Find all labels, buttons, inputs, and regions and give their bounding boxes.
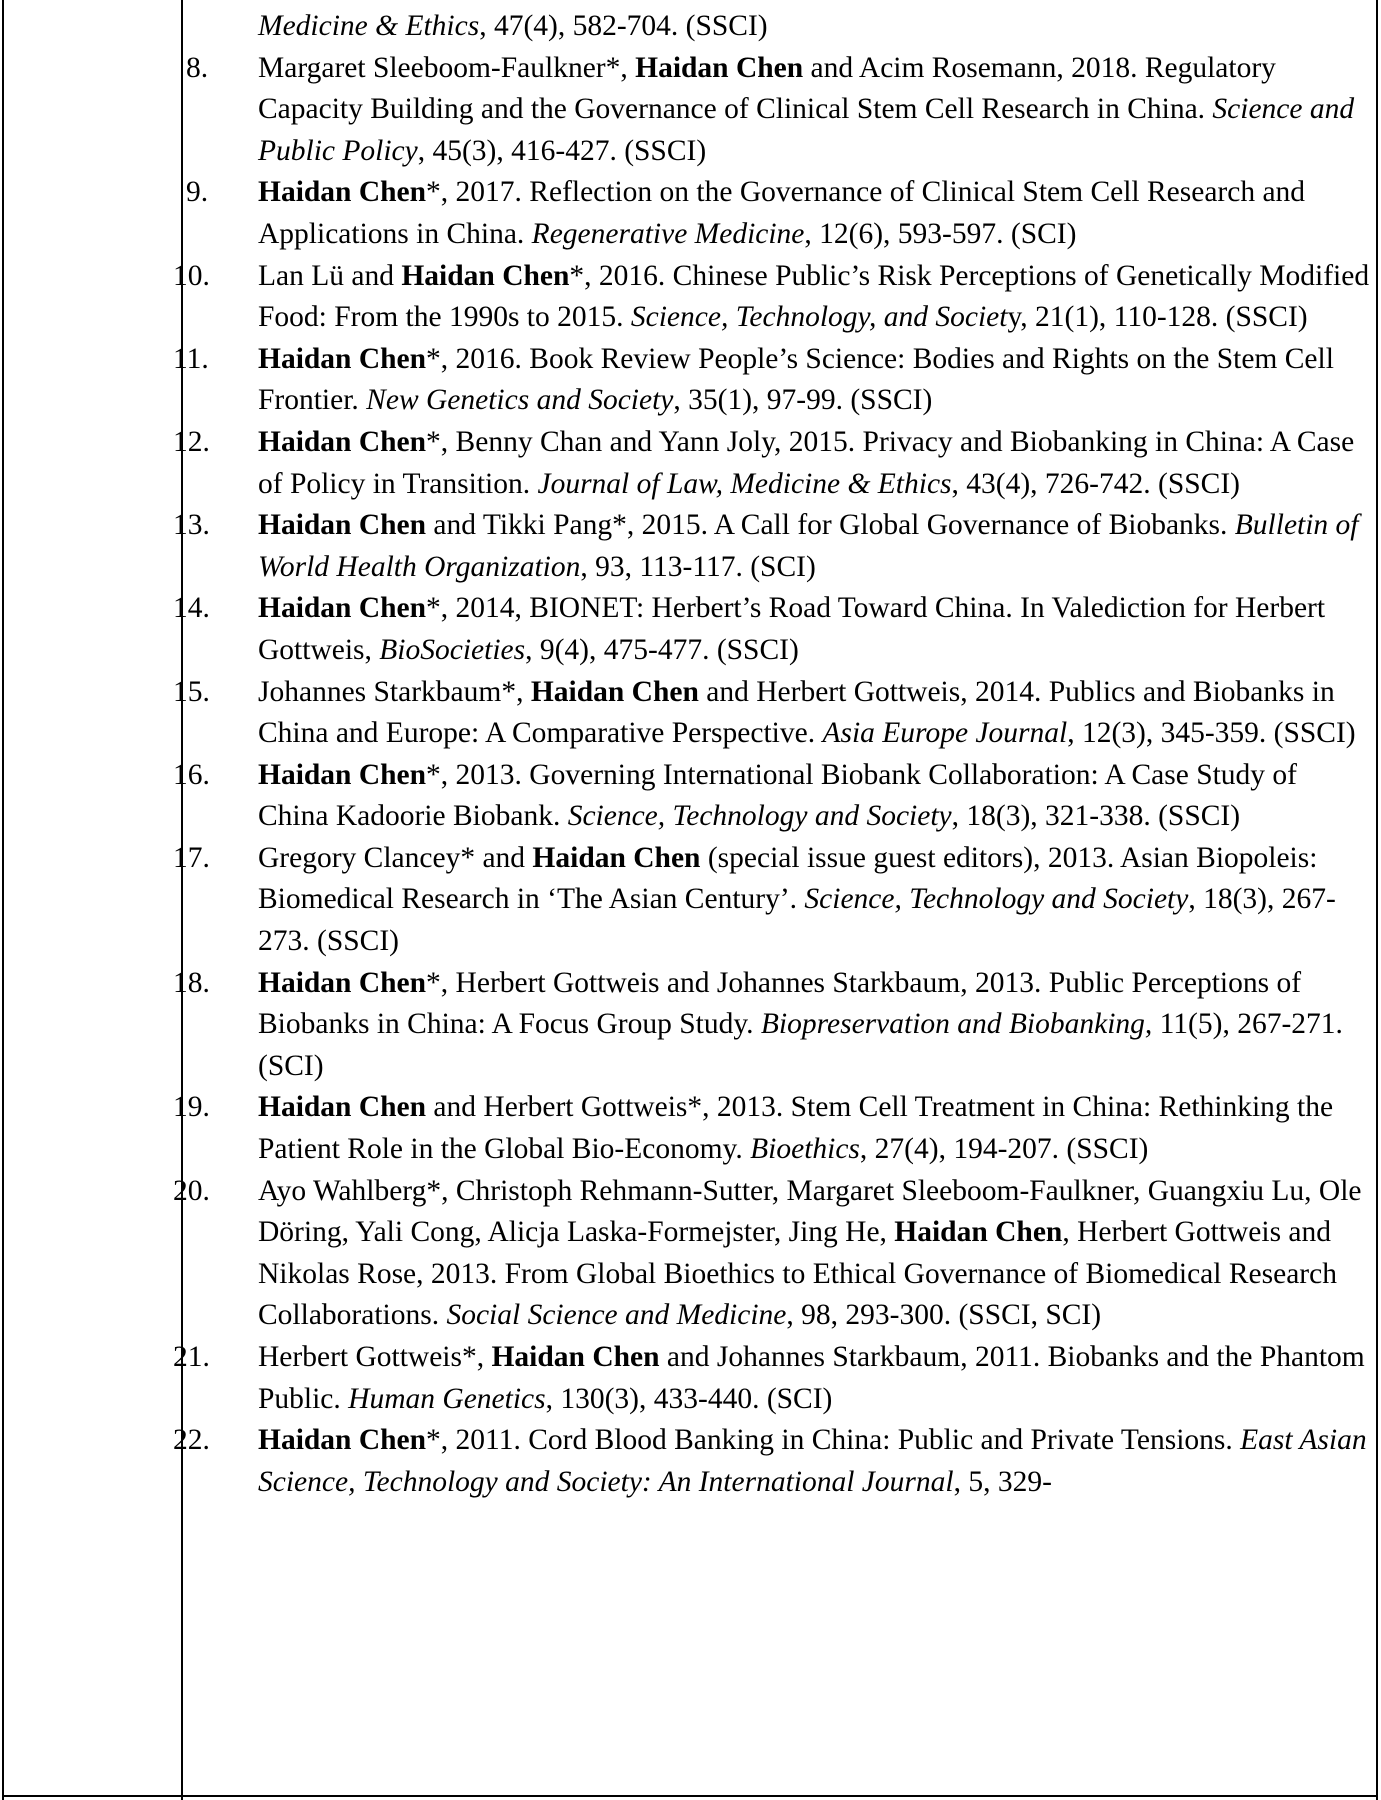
entry-citation	[258, 6, 1372, 48]
citation-text: and Acim Rosemann, 2018. Regulatory Capacity Building and the Governance of Clinical Stem Cell Research in China.	[258, 51, 1276, 126]
entry-number: 14.	[173, 592, 210, 625]
entry-number: 18.	[173, 966, 210, 999]
author-highlight: Haidan Chen	[532, 841, 701, 874]
entry-citation	[258, 672, 1372, 755]
entry-number: 10.	[173, 259, 210, 292]
author-highlight: Haidan Chen	[258, 509, 427, 542]
journal-title: Asia Europe Journal	[822, 717, 1068, 750]
publication-list	[173, 6, 1372, 1503]
citation-text: , 98, 293-300. (SSCI, SCI)	[786, 1299, 1102, 1332]
author-highlight: Haidan Chen	[491, 1341, 660, 1373]
citation-text: Gregory Clancey* and	[258, 841, 533, 874]
entry-number: 15.	[173, 675, 210, 708]
citation-text: and Herbert Gottweis, 2014. Publics and Biobanks in China and Europe: A Comparative Perspective.	[258, 675, 1335, 750]
citation-text: *, 2017. Reflection on the Governance of Clinical Stem Cell Research and Applications in China.	[258, 176, 1306, 250]
citation-text: *, 2016. Book Review People’s Science: Bodies and Rights on the Stem Cell Frontier.	[258, 342, 1334, 417]
publication-entry	[196, 6, 1372, 48]
journal-title: Bioethics	[750, 1133, 860, 1166]
citation-text: , 18(3), 321-338. (SSCI)	[951, 800, 1241, 833]
publication-entry	[173, 1420, 1372, 1503]
entry-number: 20.	[173, 1174, 210, 1207]
journal-title: New Genetics and Society	[366, 384, 674, 417]
citation-text: and Johannes Starkbaum, 2011. Biobanks and the Phantom Public.	[258, 1341, 1365, 1415]
publication-entry	[173, 588, 1372, 671]
journal-title: Science, Technology, and Societ	[630, 301, 1008, 334]
author-highlight: Haidan Chen	[258, 425, 427, 458]
citation-text: *, 2014, BIONET: Herbert’s Road Toward China. In Valediction for Herbert Gottweis,	[258, 592, 1326, 666]
author-highlight: Haidan Chen	[635, 51, 804, 84]
citation-text: *, Herbert Gottweis and Johannes Starkbaum, 2013. Public Perceptions of Biobanks in China: A Focus Group Study.	[258, 966, 1302, 1041]
author-highlight: Haidan Chen	[401, 259, 570, 292]
citation-text: , 9(4), 475-477. (SSCI)	[525, 633, 799, 666]
author-highlight: Haidan Chen	[530, 675, 699, 708]
citation-text: , 27(4), 194-207. (SSCI)	[859, 1133, 1149, 1166]
publication-entry	[186, 48, 1372, 173]
author-highlight: Haidan Chen	[258, 176, 427, 209]
entry-number: 21.	[173, 1341, 210, 1373]
journal-title: East Asian Science, Technology and Society: An International Journal	[258, 1424, 1367, 1498]
entry-citation	[258, 963, 1372, 1088]
publication-entry	[173, 1087, 1372, 1170]
entry-number: 13.	[173, 509, 210, 542]
journal-title: Human Genetics	[348, 1382, 546, 1415]
entry-citation	[258, 256, 1372, 339]
entry-citation	[258, 1171, 1372, 1337]
entry-citation	[258, 1420, 1372, 1503]
citation-text: 11(5), 267-271. (SCI)	[258, 1008, 1343, 1082]
journal-title: Journal of Law, Medicine & Ethics	[537, 467, 952, 500]
citation-text: , Herbert Gottweis and Nikolas Rose, 2013. From Global Bioethics to Ethical Governance of Biomedical Research Collaborations.	[258, 1216, 1337, 1332]
entry-number: 16.	[173, 758, 210, 791]
author-highlight: Haidan Chen	[258, 758, 427, 791]
publication-entry	[173, 838, 1372, 963]
entry-number: 22.	[173, 1424, 210, 1457]
journal-title: Bulletin of World Health Organization	[258, 509, 1359, 583]
citation-text: y, 21(1), 110-128. (SSCI)	[1007, 301, 1308, 334]
entry-number: 19.	[173, 1091, 210, 1124]
journal-title: BioSocieties	[379, 633, 526, 666]
author-highlight: Haidan Chen	[258, 966, 427, 999]
publication-entry	[173, 1337, 1372, 1420]
citation-text: , 5, 329-	[953, 1465, 1052, 1498]
entry-number: 9.	[186, 176, 209, 209]
citation-text: Herbert Gottweis*,	[258, 1341, 492, 1373]
entry-number: 11.	[173, 342, 209, 375]
journal-title: Science, Technology and Society	[567, 800, 952, 833]
citation-text: , 47(4), 582-704. (SSCI)	[479, 10, 768, 42]
publication-entry	[173, 963, 1372, 1088]
citation-text: , 12(6), 593-597. (SCI)	[804, 217, 1077, 250]
entry-citation	[258, 505, 1372, 588]
author-highlight: Haidan Chen	[258, 1091, 427, 1124]
publication-entry	[173, 755, 1372, 838]
citation-text: and Herbert Gottweis*, 2013. Stem Cell Treatment in China: Rethinking the Patient Role in the Global Bio-Economy.	[258, 1091, 1334, 1166]
journal-title: Science, Technology and Society	[804, 883, 1189, 916]
entry-citation	[258, 838, 1372, 963]
entry-number: 12.	[173, 425, 210, 458]
citation-text: and Tikki Pang*, 2015. A Call for Global Governance of Biobanks.	[426, 509, 1235, 542]
citation-text: Johannes Starkbaum*,	[258, 675, 531, 708]
publication-entry	[173, 505, 1372, 588]
citation-text: *, Benny Chan and Yann Joly, 2015. Privacy and Biobanking in China: A Case of Policy in Transition.	[258, 425, 1355, 500]
entry-citation	[258, 422, 1372, 505]
citation-text: , 93, 113-117. (SCI)	[580, 550, 816, 583]
entry-citation	[258, 1337, 1372, 1420]
citation-text: Ayo Wahlberg*, Christoph Rehmann-Sutter, Margaret Sleeboom-Faulkner, Guangxiu Lu, Ole Döring, Yali Cong, Alicja Laska-Formejster, Jing He,	[258, 1174, 1362, 1249]
journal-title: Social Science and Medicine	[446, 1299, 787, 1332]
author-highlight: Haidan Chen	[258, 1424, 427, 1457]
table-border-left	[2, 0, 4, 1800]
publication-entry	[173, 422, 1372, 505]
citation-text: *, 2016. Chinese Public’s Risk Perceptions of Genetically Modified Food: From the 1990s to 2015.	[258, 259, 1370, 334]
entry-citation	[258, 339, 1372, 422]
entry-citation	[258, 1087, 1372, 1170]
author-highlight: Haidan Chen	[258, 592, 427, 625]
entry-citation	[258, 172, 1372, 255]
table-border-bottom	[2, 1795, 1378, 1797]
citation-text: *, 2011. Cord Blood Banking in China: Public and Private Tensions.	[426, 1424, 1241, 1457]
publication-entry	[186, 172, 1372, 255]
journal-title: Regenerative Medicine	[531, 217, 805, 250]
journal-title: Science and Public Policy	[258, 93, 1355, 167]
entry-citation	[258, 588, 1372, 671]
citation-text: *, 2013. Governing International Biobank Collaboration: A Case Study of China Kadoorie Biobank.	[258, 758, 1298, 833]
journal-title: Medicine & Ethics	[258, 10, 480, 42]
citation-text: , 35(1), 97-99. (SSCI)	[673, 384, 933, 417]
citation-text: , 130(3), 433-440. (SCI)	[545, 1382, 833, 1415]
citation-text: (special issue guest editors), 2013. Asian Biopoleis: Biomedical Research in ‘The Asian Century’.	[258, 841, 1318, 916]
entry-number: 8.	[186, 51, 209, 84]
table-border-right	[1376, 0, 1378, 1800]
journal-title: Biopreservation and Biobanking,	[760, 1008, 1153, 1041]
publication-entry	[173, 339, 1372, 422]
entry-citation	[258, 48, 1372, 173]
citation-text: Margaret Sleeboom-Faulkner*,	[258, 51, 636, 84]
publication-entry	[173, 672, 1372, 755]
citation-text: , 18(3), 267-273. (SSCI)	[258, 883, 1336, 958]
author-highlight: Haidan Chen	[258, 342, 427, 375]
entry-number: 17.	[173, 841, 210, 874]
entry-citation	[258, 755, 1372, 838]
author-highlight: Haidan Chen	[894, 1216, 1063, 1249]
publication-entry	[173, 256, 1372, 339]
citation-text: , 45(3), 416-427. (SSCI)	[417, 134, 707, 167]
publication-entry	[173, 1171, 1372, 1337]
citation-text: Lan Lü and	[258, 259, 402, 292]
citation-text: , 12(3), 345-359. (SSCI)	[1067, 717, 1356, 750]
citation-text: , 43(4), 726-742. (SSCI)	[951, 467, 1240, 500]
